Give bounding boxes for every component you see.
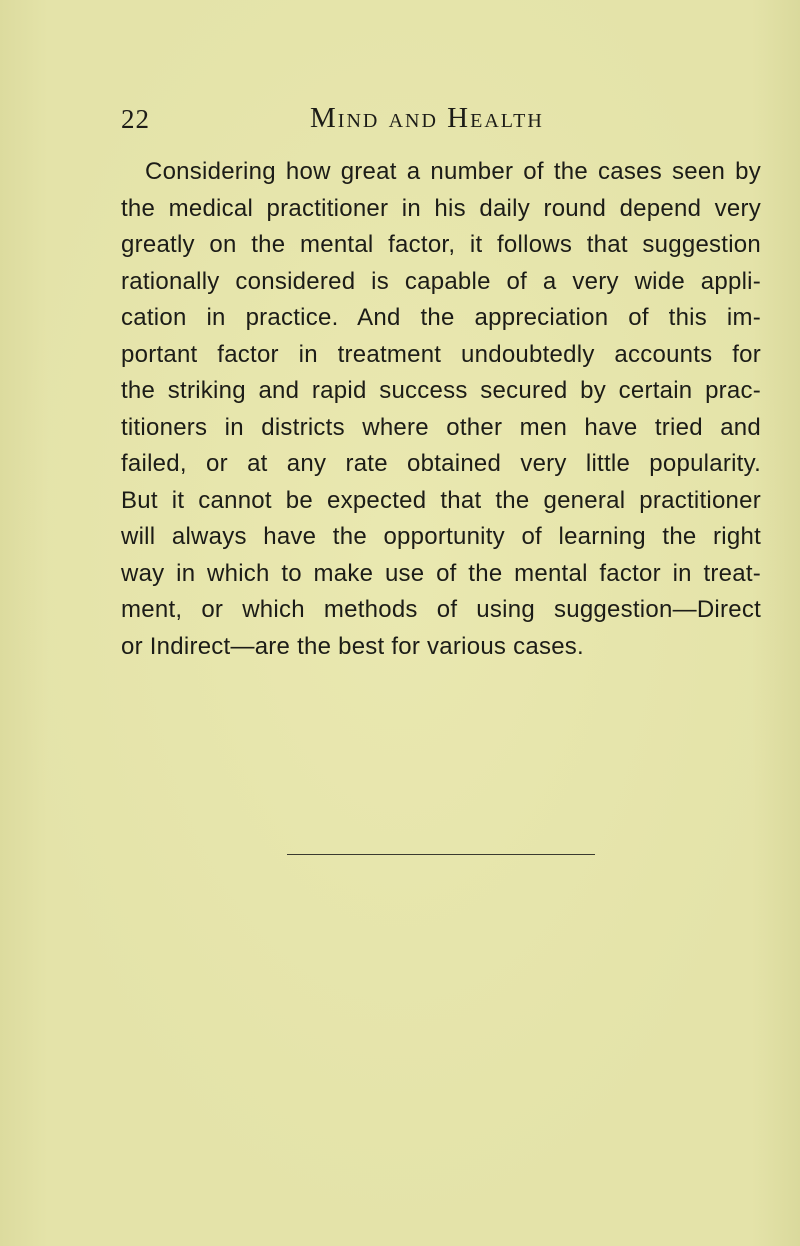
text-line: greatly on the mental factor, it follows that suggestion [121,231,761,258]
section-divider-rule [287,854,595,855]
paragraph [121,154,761,665]
text-line: ment, or which methods of using suggestion—Direct [121,596,761,623]
text-line: or Indirect—are the best for various cases. [121,632,584,660]
text-line: portant factor in treatment undoubtedly accounts for [121,340,761,368]
text-line: titioners in districts where other men have tried and [121,413,761,441]
text-line: But it cannot be expected that the general practitioner [121,486,761,514]
text-line: failed, or at any rate obtained very little popularity. [121,450,761,477]
text-line: rationally considered is capable of a very wide appli- [121,267,761,295]
text-line: will always have the opportunity of learning the right [121,523,761,550]
text-line: cation in practice. And the appreciation of this im- [121,304,761,331]
text-line: the striking and rapid success secured by certain prac- [121,377,761,404]
text-line: the medical practitioner in his daily round depend very [121,194,761,222]
text-line: way in which to make use of the mental factor in treat- [121,559,761,587]
running-title: Mind and Health [310,102,544,134]
text-line: Considering how great a number of the cases seen by [145,158,761,185]
page-number: 22 [121,104,150,134]
